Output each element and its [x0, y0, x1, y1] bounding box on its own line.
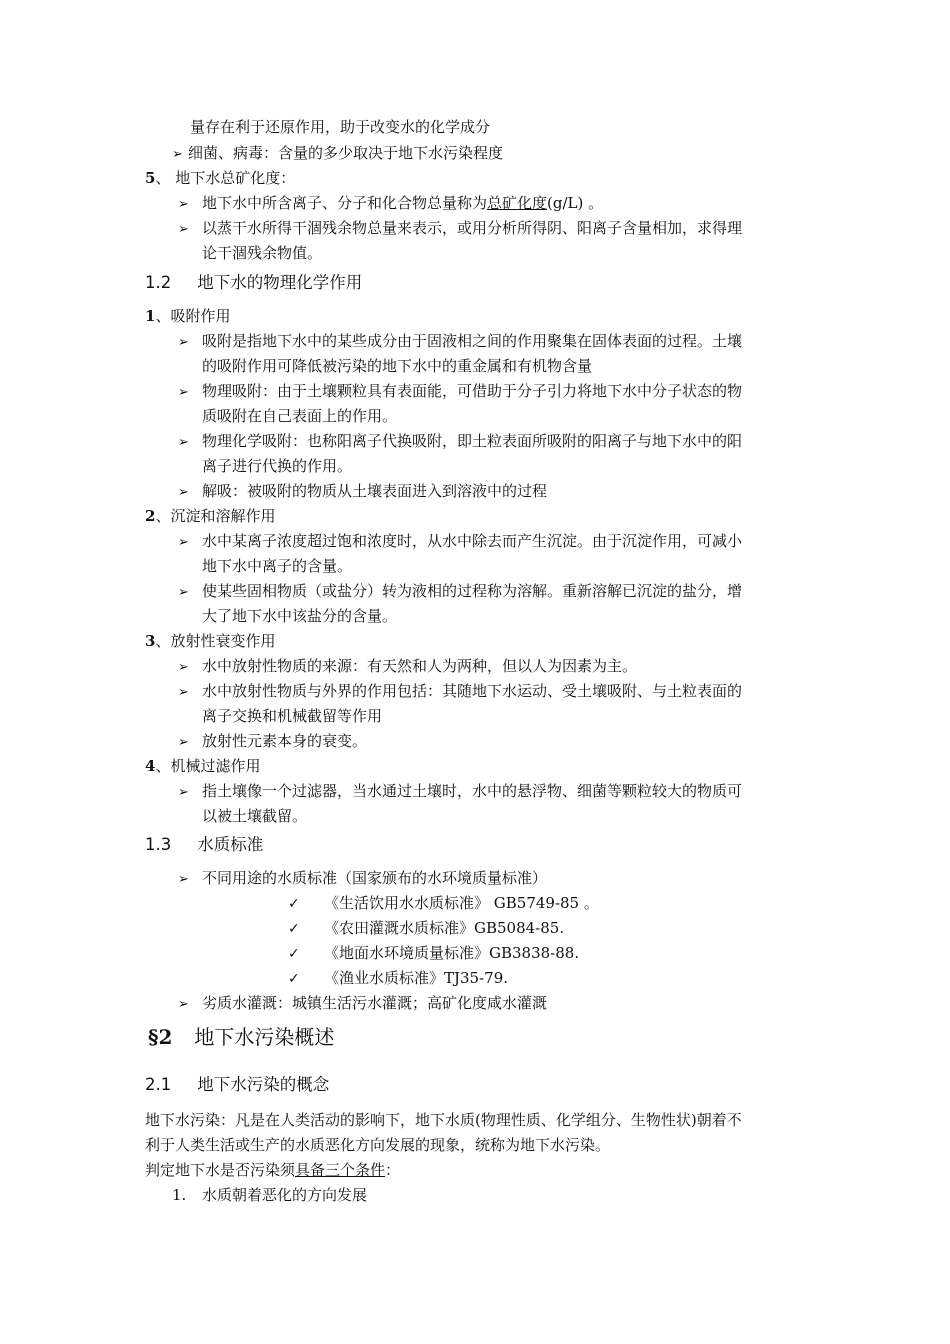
arrow-bullet-icon: ➢ [178, 335, 189, 350]
heading-1-3: 1.3 水质标准 [145, 835, 264, 854]
text-line: 地下水中离子的含量。 [202, 557, 353, 575]
list-item: ➢ 指土壤像一个过滤器，当水通过土壤时，水中的悬浮物、细菌等颗粒较大的物质可 [178, 780, 742, 804]
section-heading-5: 5、 地下水总矿化度： [145, 169, 296, 187]
arrow-bullet-icon: ➢ [178, 660, 189, 675]
arrow-bullet-icon: ➢ [178, 997, 189, 1012]
ordered-list-item: 1. 水质朝着恶化的方向发展 [172, 1186, 368, 1204]
check-item: ✓ 《地面水环境质量标准》GB3838-88. [288, 942, 579, 965]
check-mark-icon: ✓ [288, 971, 300, 987]
arrow-bullet-icon: ➢ [178, 535, 189, 550]
arrow-bullet-icon: ➢ [178, 385, 189, 400]
list-item: ➢ 水中放射性物质的来源：有天然和人为两种，但以人为因素为主。 [178, 655, 637, 679]
text-line: 的吸附作用可降低被污染的地下水中的重金属和有机物含量 [202, 357, 593, 375]
arrow-bullet-icon: ➢ [172, 147, 183, 162]
list-item: ➢ 地下水中所含离子、分子和化合物总量称为总矿化度(g/L) 。 [178, 192, 603, 216]
list-item: ➢ 放射性元素本身的衰变。 [178, 730, 367, 754]
arrow-bullet-icon: ➢ [178, 197, 189, 212]
list-item: ➢ 水中放射性物质与外界的作用包括：其随地下水运动、受土壤吸附、与土粒表面的 [178, 680, 742, 704]
text-line: 以被土壤截留。 [202, 807, 308, 825]
check-item: ✓ 《农田灌溉水质标准》GB5084-85. [288, 917, 564, 940]
list-item: ➢ 不同用途的水质标准（国家颁布的水环境质量标准） [178, 867, 547, 891]
arrow-bullet-icon: ➢ [178, 785, 189, 800]
check-item: ✓ 《渔业水质标准》TJ35-79. [288, 967, 508, 990]
text-line: 大了地下水中该盐分的含量。 [202, 607, 398, 625]
check-mark-icon: ✓ [288, 896, 300, 912]
list-item: ➢ 吸附是指地下水中的某些成分由于固液相之间的作用聚集在固体表面的过程。土壤 [178, 330, 742, 354]
arrow-bullet-icon: ➢ [178, 685, 189, 700]
arrow-bullet-icon: ➢ [178, 735, 189, 750]
list-item: ➢ 物理吸附：由于土壤颗粒具有表面能，可借助于分子引力将地下水中分子状态的物 [178, 380, 742, 404]
list-item: ➢ 水中某离子浓度超过饱和浓度时，从水中除去而产生沉淀。由于沉淀作用，可减小 [178, 530, 742, 554]
list-item: ➢ 细菌、病毒：含量的多少取决于地下水污染程度 [172, 142, 503, 166]
paragraph-line: 地下水污染：凡是在人类活动的影响下，地下水质(物理性质、化学组分、生物性状)朝着不 [145, 1111, 742, 1129]
check-item: ✓ 《生活饮用水水质标准》 GB5749-85 。 [288, 892, 599, 915]
text-line: 离子交换和机械截留等作用 [202, 707, 383, 725]
paragraph-line: 判定地下水是否污染须具备三个条件： [145, 1161, 401, 1179]
list-item: ➢ 以蒸干水所得干涸残余物总量来表示，或用分析所得阴、阳离子含量相加，求得理 [178, 217, 742, 241]
arrow-bullet-icon: ➢ [178, 872, 189, 887]
term-underlined: 具备三个条件 [295, 1161, 386, 1179]
check-mark-icon: ✓ [288, 946, 300, 962]
heading-1-2: 1.2 地下水的物理化学作用 [145, 273, 363, 292]
text-line: 质吸附在自己表面上的作用。 [202, 407, 398, 425]
arrow-bullet-icon: ➢ [178, 485, 189, 500]
heading-2-1: 2.1 地下水污染的概念 [145, 1075, 330, 1094]
list-item: ➢ 物理化学吸附：也称阳离子代换吸附，即土粒表面所吸附的阳离子与地下水中的阳 [178, 430, 742, 454]
subsection-heading-3: 3、放射性衰变作用 [145, 632, 276, 650]
subsection-heading-2: 2、沉淀和溶解作用 [145, 507, 276, 525]
arrow-bullet-icon: ➢ [178, 435, 189, 450]
list-item: ➢ 解吸：被吸附的物质从土壤表面进入到溶液中的过程 [178, 480, 547, 504]
text-line: 论干涸残余物值。 [202, 244, 323, 262]
term-underlined: 总矿化度 [487, 194, 548, 212]
list-item: ➢ 使某些固相物质（或盐分）转为液相的过程称为溶解。重新溶解已沉淀的盐分，增 [178, 580, 742, 604]
chapter-heading: §2 地下水污染概述 [148, 1025, 335, 1049]
arrow-bullet-icon: ➢ [178, 585, 189, 600]
text-line: 离子进行代换的作用。 [202, 457, 353, 475]
arrow-bullet-icon: ➢ [178, 222, 189, 237]
check-mark-icon: ✓ [288, 921, 300, 937]
list-item: ➢ 劣质水灌溉：城镇生活污水灌溉；高矿化度咸水灌溉 [178, 992, 547, 1016]
subsection-heading-4: 4、机械过滤作用 [145, 757, 261, 775]
text-line: 量存在利于还原作用，助于改变水的化学成分 [190, 118, 491, 136]
paragraph-line: 利于人类生活或生产的水质恶化方向发展的现象，统称为地下水污染。 [145, 1136, 611, 1154]
subsection-heading-1: 1、吸附作用 [145, 307, 231, 325]
